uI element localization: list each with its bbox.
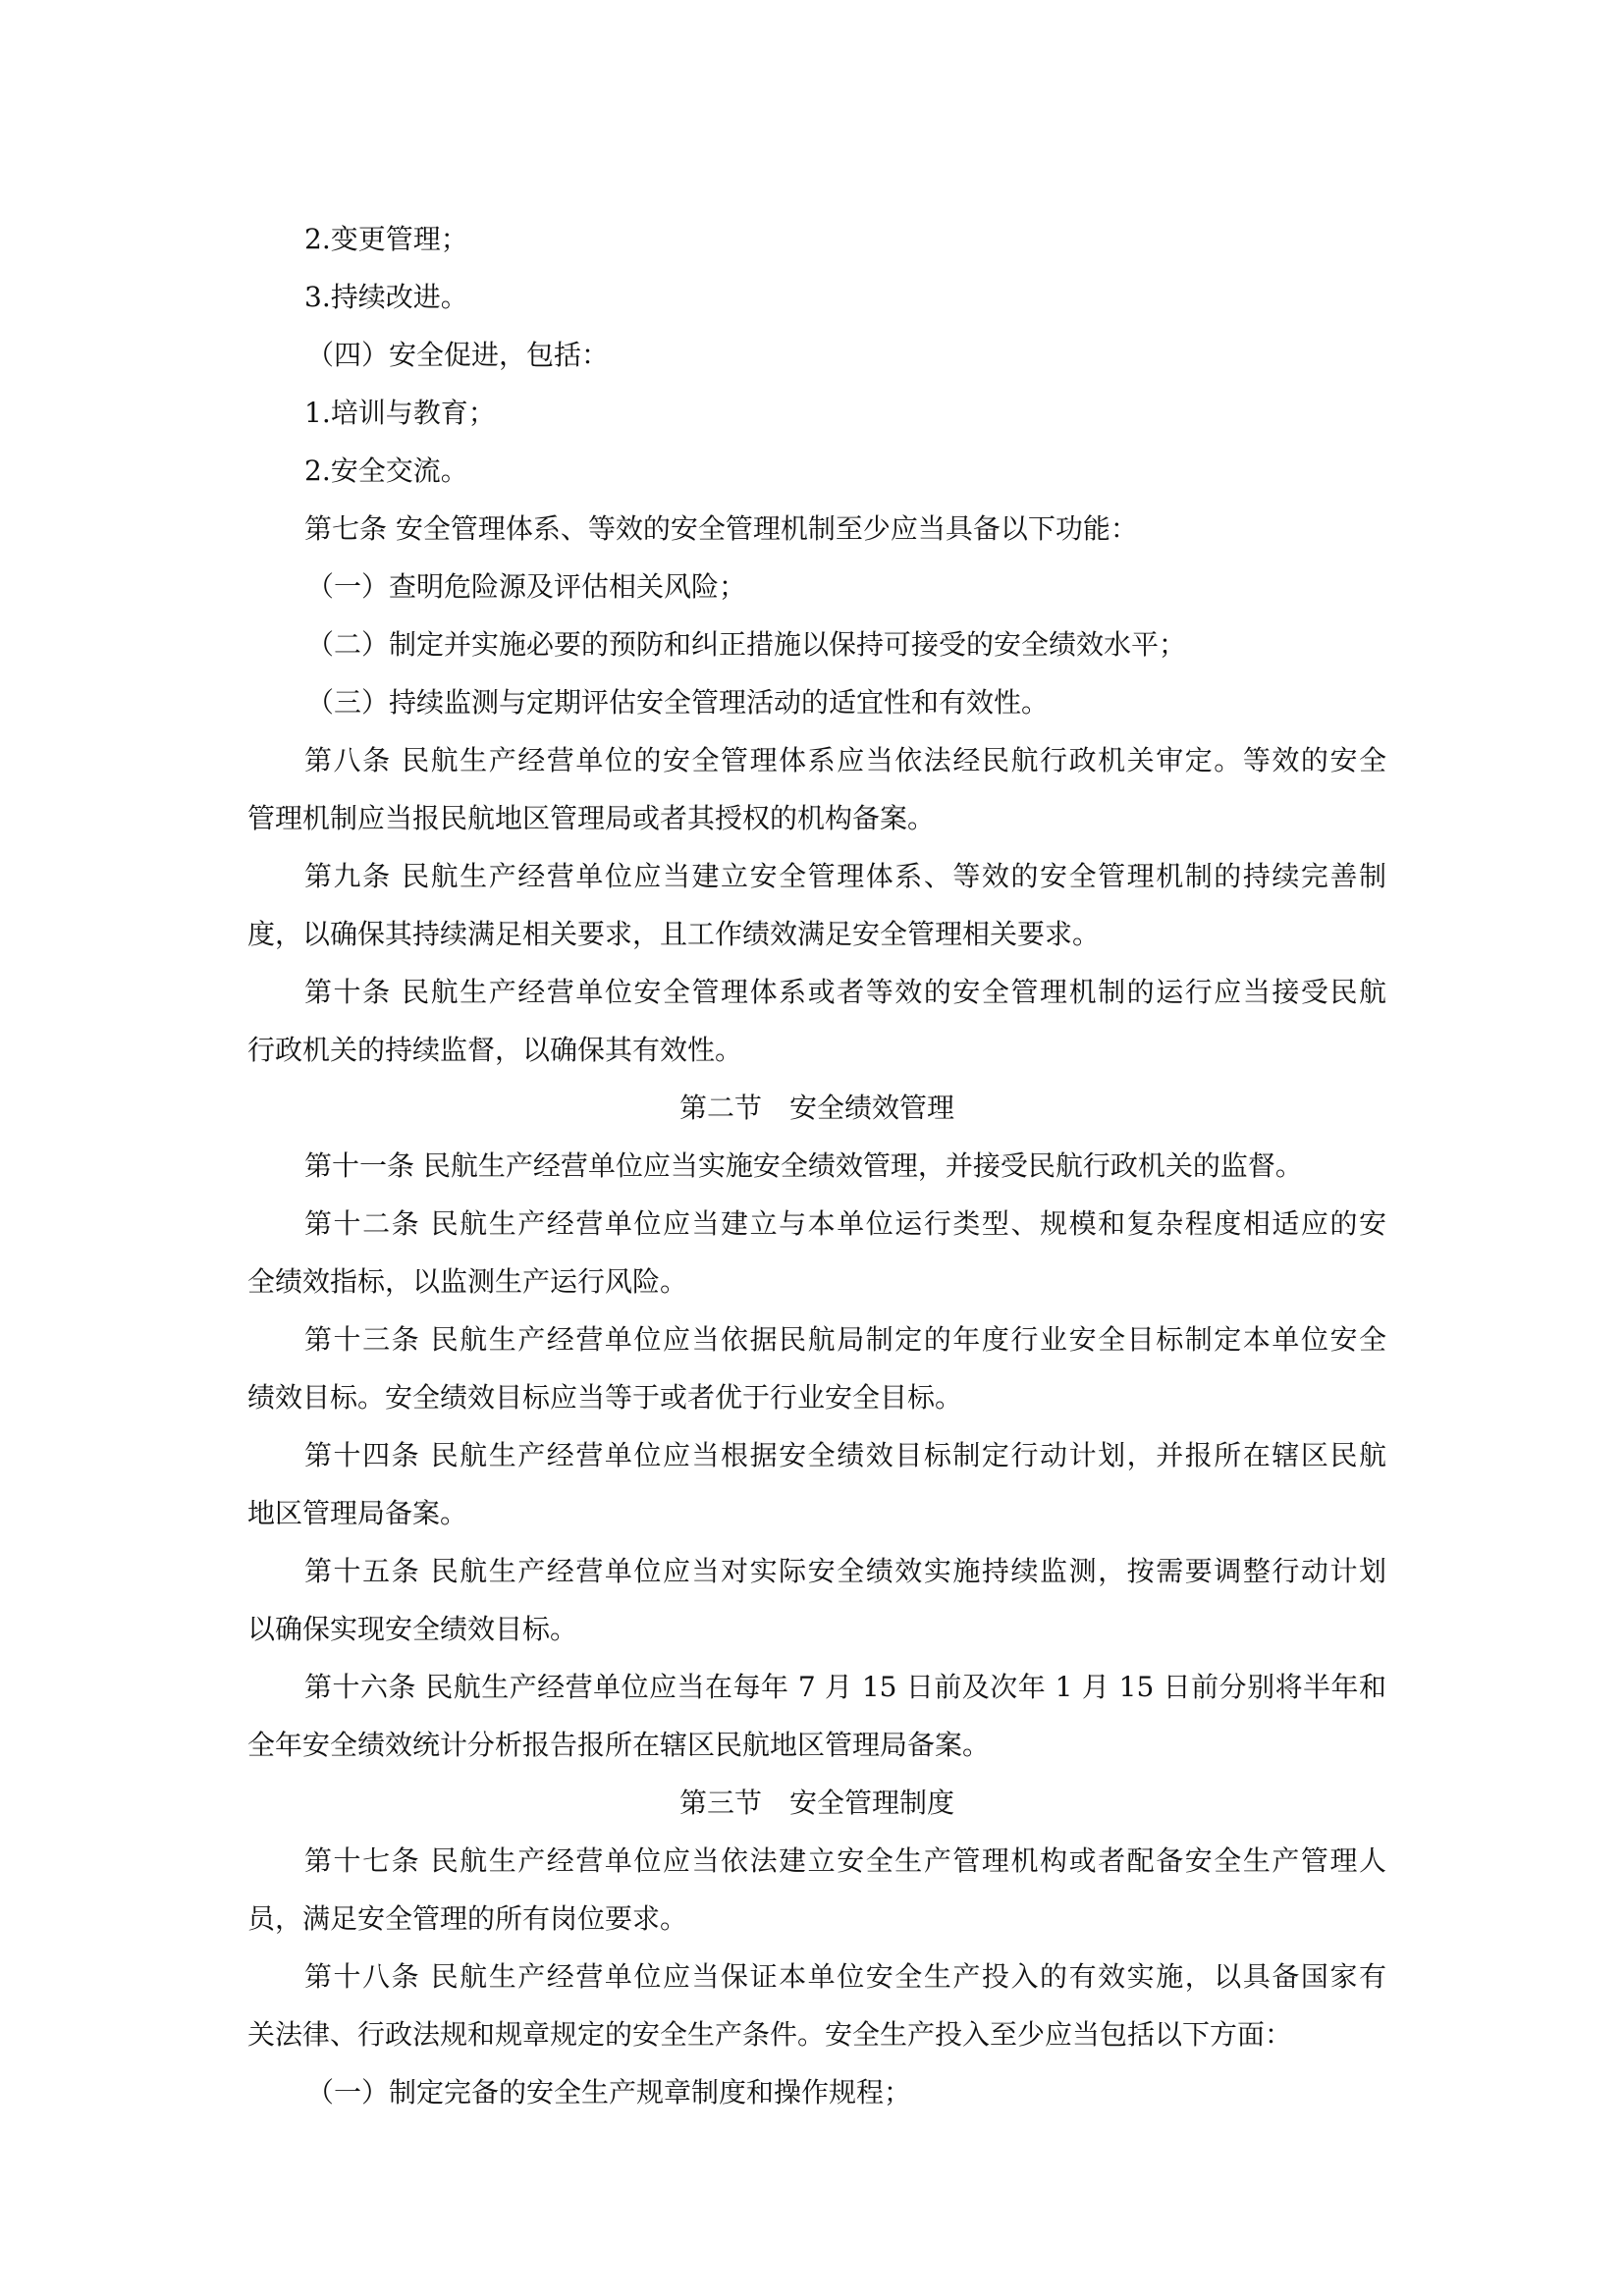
article-13-line-1: 第十三条 民航生产经营单位应当依据民航局制定的年度行业安全目标制定本单位安全 xyxy=(304,1323,1386,1356)
article-12-line-1: 第十二条 民航生产经营单位应当建立与本单位运行类型、规模和复杂程度相适应的安 xyxy=(304,1207,1386,1240)
article-18-line-2: 关法律、行政法规和规章规定的安全生产条件。安全生产投入至少应当包括以下方面： xyxy=(247,2018,1293,2051)
article-8-line-1: 第八条 民航生产经营单位的安全管理体系应当依法经民航行政机关审定。等效的安全 xyxy=(304,744,1386,776)
article-7: 第七条 安全管理体系、等效的安全管理机制至少应当具备以下功能： xyxy=(304,512,1138,545)
article-12-line-2: 全绩效指标，以监测生产运行风险。 xyxy=(247,1265,688,1298)
article-18-line-1: 第十八条 民航生产经营单位应当保证本单位安全生产投入的有效实施，以具备国家有 xyxy=(304,1960,1386,1993)
article-15-line-1: 第十五条 民航生产经营单位应当对实际安全绩效实施持续监测，按需要调整行动计划 xyxy=(304,1555,1386,1587)
article-14-line-1: 第十四条 民航生产经营单位应当根据安全绩效目标制定行动计划，并报所在辖区民航 xyxy=(304,1439,1386,1471)
list-item: 2.安全交流。 xyxy=(304,454,468,487)
article-13-line-2: 绩效目标。安全绩效目标应当等于或者优于行业安全目标。 xyxy=(247,1381,963,1414)
article-15-line-2: 以确保实现安全绩效目标。 xyxy=(247,1613,578,1645)
list-item: （一）查明危险源及评估相关风险； xyxy=(306,570,747,603)
list-item: （二）制定并实施必要的预防和纠正措施以保持可接受的安全绩效水平； xyxy=(306,628,1187,661)
section-heading-2: 第二节 安全绩效管理 xyxy=(678,1092,954,1124)
section-heading-3: 第三节 安全管理制度 xyxy=(678,1787,954,1819)
article-8-line-2: 管理机制应当报民航地区管理局或者其授权的机构备案。 xyxy=(247,802,936,834)
article-16-line-2: 全年安全绩效统计分析报告报所在辖区民航地区管理局备案。 xyxy=(247,1729,991,1761)
list-item: （一）制定完备的安全生产规章制度和操作规程； xyxy=(306,2076,912,2109)
article-11: 第十一条 民航生产经营单位应当实施安全绩效管理，并接受民航行政机关的监督。 xyxy=(304,1149,1303,1182)
list-item: 2.变更管理； xyxy=(304,223,468,255)
article-16-line-1: 第十六条 民航生产经营单位应当在每年 7 月 15 日前及次年 1 月 15 日前分别将半年和 xyxy=(304,1671,1386,1703)
article-10-line-2: 行政机关的持续监督，以确保其有效性。 xyxy=(247,1034,743,1066)
article-17-line-1: 第十七条 民航生产经营单位应当依法建立安全生产管理机构或者配备安全生产管理人 xyxy=(304,1844,1386,1877)
article-17-line-2: 员，满足安全管理的所有岗位要求。 xyxy=(247,1902,688,1935)
article-9-line-2: 度，以确保其持续满足相关要求，且工作绩效满足安全管理相关要求。 xyxy=(247,918,1101,950)
list-item: 1.培训与教育； xyxy=(304,397,496,429)
article-14-line-2: 地区管理局备案。 xyxy=(247,1497,468,1529)
list-item: 3.持续改进。 xyxy=(304,281,468,313)
list-item: （三）持续监测与定期评估安全管理活动的适宜性和有效性。 xyxy=(306,686,1050,719)
section-item: （四）安全促进，包括： xyxy=(306,339,610,371)
article-10-line-1: 第十条 民航生产经营单位安全管理体系或者等效的安全管理机制的运行应当接受民航 xyxy=(304,976,1386,1008)
document-page xyxy=(247,210,1386,2121)
article-9-line-1: 第九条 民航生产经营单位应当建立安全管理体系、等效的安全管理机制的持续完善制 xyxy=(304,860,1386,892)
